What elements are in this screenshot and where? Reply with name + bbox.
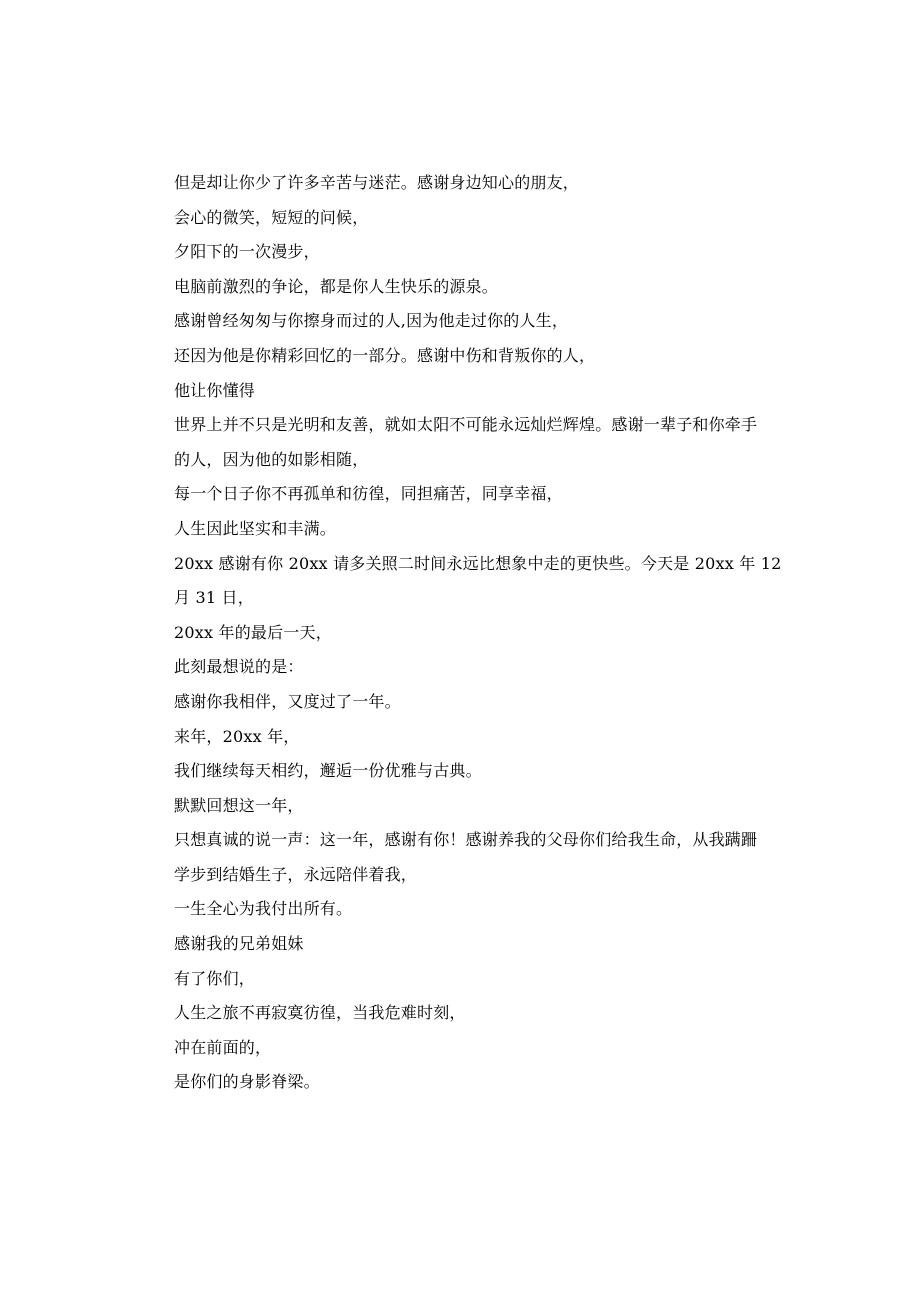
text-line: 夕阳下的一次漫步， [174, 242, 320, 262]
text-line: 20xx 年的最后一天， [174, 622, 332, 642]
text-line: 的人，因为他的如影相随， [174, 449, 369, 469]
text-line: 月 31 日， [174, 588, 254, 608]
text-line: 会心的微笑，短短的问候， [174, 207, 369, 227]
text-line: 每一个日子你不再孤单和彷徨，同担痛苦，同享幸福， [174, 484, 563, 504]
text-line: 电脑前激烈的争论，都是你人生快乐的源泉。 [174, 276, 499, 296]
text-line: 人生之旅不再寂寞彷徨，当我危难时刻， [174, 1003, 466, 1023]
text-line: 他让你懂得 [174, 380, 256, 400]
text-line: 是你们的身影脊梁。 [174, 1072, 320, 1092]
document-body [174, 166, 794, 1100]
text-line: 还因为他是你精彩回忆的一部分。感谢中伤和背叛你的人， [174, 345, 596, 365]
text-line: 感谢曾经匆匆与你擦身而过的人,因为他走过你的人生， [174, 311, 569, 331]
text-line: 我们继续每天相约，邂逅一份优雅与古典。 [174, 761, 482, 781]
text-line: 此刻最想说的是： [174, 657, 304, 677]
text-line: 来年，20xx 年， [174, 726, 300, 746]
text-line: 感谢我的兄弟姐妹 [174, 934, 304, 954]
text-line: 人生因此坚实和丰满。 [174, 518, 337, 538]
text-line: 世界上并不只是光明和友善，就如太阳不可能永远灿烂辉煌。感谢一辈子和你牵手 [174, 415, 758, 435]
text-line: 冲在前面的， [174, 1037, 272, 1057]
text-line: 学步到结婚生子，永远陪伴着我， [174, 864, 418, 884]
text-line: 20xx 感谢有你 20xx 请多关照二时间永远比想象中走的更快些。今天是 20xx 年 12 [174, 553, 782, 573]
text-line: 默默回想这一年， [174, 795, 304, 815]
text-line: 一生全心为我付出所有。 [174, 899, 353, 919]
text-line: 但是却让你少了许多辛苦与迷茫。感谢身边知心的朋友， [174, 173, 580, 192]
text-line: 只想真诚的说一声：这一年，感谢有你！感谢养我的父母你们给我生命，从我蹒跚 [174, 830, 758, 850]
text-line: 感谢你我相伴，又度过了一年。 [174, 691, 401, 711]
text-line: 有了你们， [174, 968, 256, 988]
